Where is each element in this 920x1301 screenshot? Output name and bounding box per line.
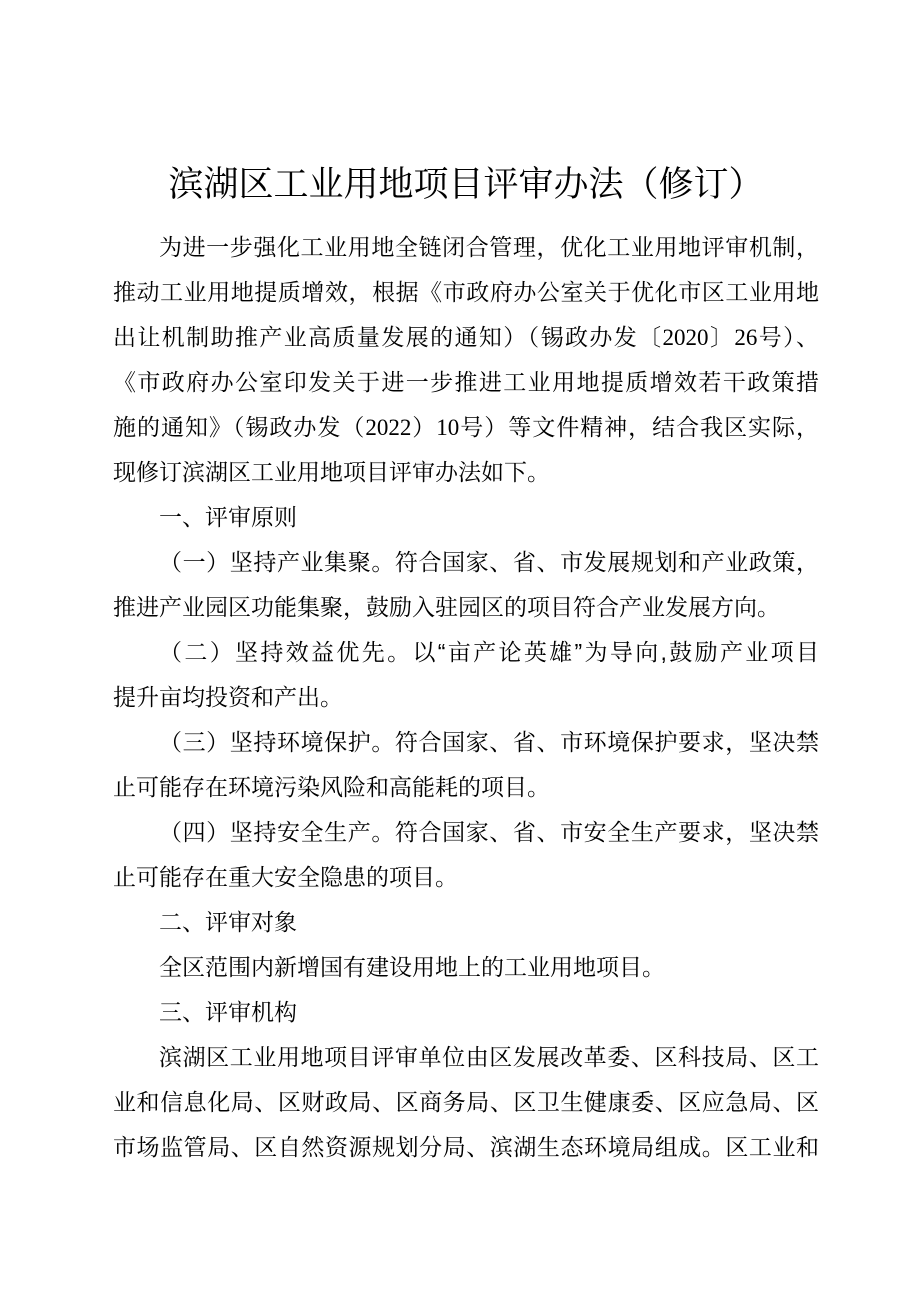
text-line: 推进产业园区功能集聚，鼓励入驻园区的项目符合产业发展方向。 — [113, 594, 780, 620]
text-line: 推动工业用地提质增效，根据《市政府办公室关于优化市区工业用地 — [113, 279, 819, 305]
document-title: 滨湖区工业用地项目评审办法（修订） — [168, 165, 764, 204]
text-line: 滨湖区工业用地项目评审单位由区发展改革委、区科技局、区工 — [159, 1044, 819, 1070]
text-line: 为进一步强化工业用地全链闭合管理，优化工业用地评审机制， — [159, 234, 819, 260]
section-heading-block — [113, 990, 819, 1035]
text-line: （二）坚持效益优先。以“亩产论英雄”为导向,鼓励产业项目 — [159, 639, 819, 665]
document-body — [113, 225, 819, 1170]
text-line: 施的通知》（锡政办发（2022）10号）等文件精神，结合我区实际， — [113, 414, 820, 440]
text-line: 现修订滨湖区工业用地项目评审办法如下。 — [113, 459, 550, 485]
serif-number: 2022 — [365, 415, 412, 440]
paragraph — [113, 945, 819, 990]
text-line: 全区范围内新增国有建设用地上的工业用地项目。 — [159, 954, 665, 980]
paragraph — [113, 810, 819, 900]
text-line: （四）坚持安全生产。符合国家、省、市安全生产要求，坚决禁 — [159, 819, 819, 845]
text-line: （一）坚持产业集聚。符合国家、省、市发展规划和产业政策， — [159, 549, 819, 575]
paragraph — [113, 540, 819, 630]
paragraph — [113, 1035, 819, 1170]
paragraph — [113, 630, 819, 720]
text-line: 出让机制助推产业高质量发展的通知）（锡政办发〔2020〕26号）、 — [113, 324, 820, 350]
text-line: 止可能存在环境污染风险和高能耗的项目。 — [113, 774, 550, 800]
section-heading: 一、评审原则 — [159, 504, 297, 530]
section-heading: 二、评审对象 — [159, 909, 297, 935]
section-heading: 三、评审机构 — [159, 999, 297, 1025]
text-line: 业和信息化局、区财政局、区商务局、区卫生健康委、区应急局、区 — [113, 1089, 819, 1115]
paragraph — [113, 225, 819, 495]
text-line: 市场监管局、区自然资源规划分局、滨湖生态环境局组成。区工业和 — [113, 1134, 819, 1160]
paragraph — [113, 720, 819, 810]
section-heading-block — [113, 900, 819, 945]
text-line: 《市政府办公室印发关于进一步推进工业用地提质增效若干政策措 — [113, 369, 819, 395]
serif-number: 26 — [734, 325, 758, 350]
text-line: 提升亩均投资和产出。 — [113, 684, 343, 710]
serif-number: 2020 — [662, 325, 709, 350]
text-line: （三）坚持环境保护。符合国家、省、市环境保护要求，坚决禁 — [159, 729, 819, 755]
text-line: 止可能存在重大安全隐患的项目。 — [113, 864, 458, 890]
serif-number: 10 — [436, 415, 460, 440]
document-content — [113, 150, 819, 1170]
section-heading-block — [113, 495, 819, 540]
